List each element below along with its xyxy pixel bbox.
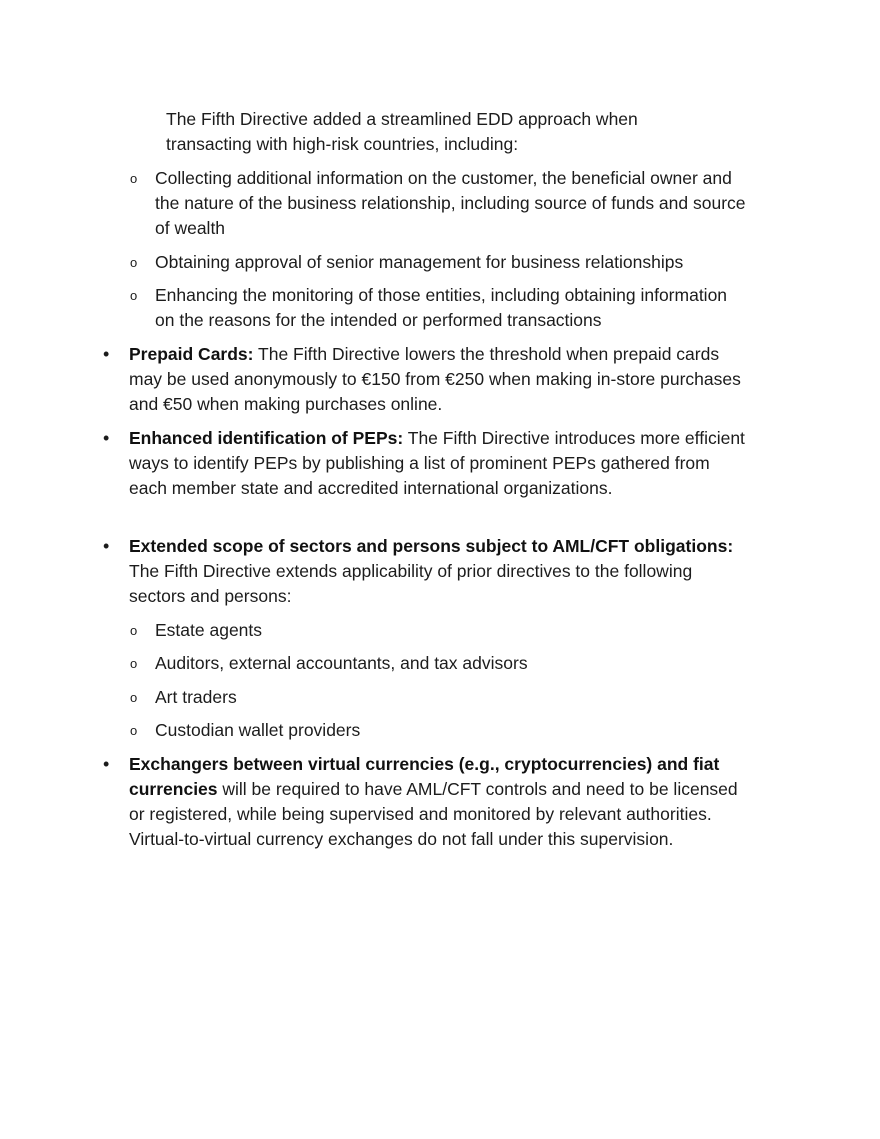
bullet-heading: Extended scope of sectors and persons subject to AML/CFT obligations: bbox=[129, 536, 734, 556]
bullet-icon: • bbox=[103, 754, 110, 774]
bullet-icon: • bbox=[103, 536, 110, 556]
bullet-heading: Exchangers between virtual currencies (e.g., cryptocurrencies) and fiat currencies bbox=[129, 754, 720, 799]
bullet-text bbox=[129, 534, 745, 609]
bullet-text bbox=[129, 342, 745, 417]
bullet-body: The Fifth Directive lowers the threshold when prepaid cards may be used anonymously to €150 from €250 when making in-store purchases and €50 when making purchases online. bbox=[129, 344, 741, 414]
bullet-text bbox=[129, 426, 745, 501]
edd-item-text: Collecting additional information on the customer, the beneficial owner and the nature of the business relationship, including source of funds and source of wealth bbox=[155, 168, 746, 238]
hollow-bullet-icon: o bbox=[130, 171, 138, 186]
intro-paragraph: The Fifth Directive added a streamlined EDD approach when transacting with high-risk countries, including: bbox=[166, 109, 638, 154]
bullet-icon: • bbox=[103, 428, 110, 448]
edd-item-text: Enhancing the monitoring of those entities, including obtaining information on the reasons for the intended or performed transactions bbox=[155, 285, 728, 330]
bullet-body: will be required to have AML/CFT controls and need to be licensed or registered, while being supervised and monitored by relevant authorities. Virtual-to-virtual currency exchanges do not fall under this supervision. bbox=[129, 779, 738, 849]
hollow-bullet-icon: o bbox=[130, 656, 138, 671]
bullet-icon: • bbox=[103, 344, 110, 364]
sector-item-text: Custodian wallet providers bbox=[155, 720, 361, 740]
bullet-text bbox=[129, 752, 745, 852]
edd-item-text: Obtaining approval of senior management for business relationships bbox=[155, 252, 684, 272]
bullet-heading: Enhanced identification of PEPs: bbox=[129, 428, 404, 448]
hollow-bullet-icon: o bbox=[130, 623, 138, 638]
sector-item-text: Estate agents bbox=[155, 620, 263, 640]
hollow-bullet-icon: o bbox=[130, 255, 138, 270]
bullet-body: The Fifth Directive introduces more efficient ways to identify PEPs by publishing a list of prominent PEPs gathered from each member state and accredited international organizations. bbox=[129, 428, 745, 498]
sector-item-text: Art traders bbox=[155, 687, 237, 707]
hollow-bullet-icon: o bbox=[130, 690, 138, 705]
hollow-bullet-icon: o bbox=[130, 288, 138, 303]
bullet-body: The Fifth Directive extends applicability of prior directives to the following sectors and persons: bbox=[129, 561, 693, 606]
hollow-bullet-icon: o bbox=[130, 723, 138, 738]
sector-item-text: Auditors, external accountants, and tax advisors bbox=[155, 653, 528, 673]
bullet-heading: Prepaid Cards: bbox=[129, 344, 254, 364]
